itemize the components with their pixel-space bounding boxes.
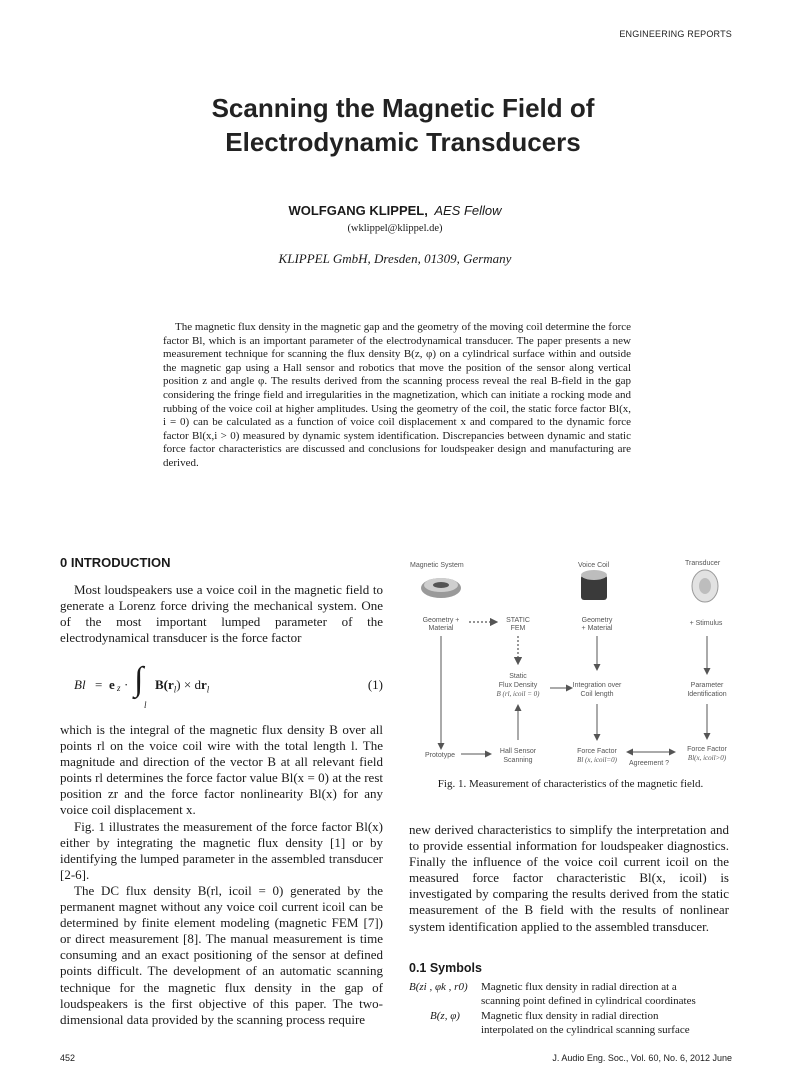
journal-citation: J. Audio Eng. Soc., Vol. 60, No. 6, 2012 June [552, 1053, 732, 1063]
author-email: (wklippel@klippel.de) [347, 223, 443, 234]
intro-paragraph-4: The DC flux density B(rl, icoil = 0) generated by the permanent magnet without any voice coil current icoil can be determined by finite element modeling (magnetic FEM [7]) or direct measurement [8]. The manual measurement is time consuming and an exact positioning of the sensor at defined points difficult. The development of an automatic scanning technique for the magnetic flux density in the gap of loudspeakers is the first objective of this paper. The two-dimensional data provided by the scanning process require [60, 882, 383, 1027]
paper-title [0, 91, 806, 159]
label-static-fem-2: FEM [510, 625, 526, 632]
label-param-id-1: Parameter [690, 682, 724, 689]
label-static-flux-1: Static [509, 673, 527, 680]
abstract: The magnetic flux density in the magnetic gap and the geometry of the moving coil determine the force factor Bl, which is an important parameter of the electrodynamical transducer. The paper presents a new measurement technique for scanning the flux density B(z, φ) on a cylindrical surface within and outside the magnetic gap using a Hall sensor and robotics that move the position of the sensor along vertical position z and angle φ. The results derived from the scanning process reveal the real B-field in the gap considering the fringe field and irregularities in the magnetization, which can initiate a rocking mode and rubbing of the voice coil at higher amplitudes. Using the geometry of the coil, the static force factor Bl(x, i = 0) can be calculated as a function of voice coil displacement x and compared to the dynamic force factor Bl(x,i > 0) measured by dynamic system identification. Discrepancies between dynamic and static force factor characteristics are discussed and conclusions for loudspeaker design and manufacturing are derived. [163, 321, 631, 469]
label-magnetic-system: Magnetic System [410, 562, 464, 569]
transducer-icon [692, 570, 718, 602]
label-static-flux-2: Flux Density [498, 682, 538, 689]
label-static-flux-3: B (rl, icoil = 0) [496, 690, 540, 698]
running-head: ENGINEERING REPORTS [619, 29, 732, 39]
eq-ez-sub: z [117, 683, 121, 693]
author-name: WOLFGANG KLIPPEL, [288, 203, 428, 218]
label-force-factor-1: Force Factor [577, 748, 617, 755]
eq-integral: ∫ [134, 661, 144, 698]
eq-integrand: $B(r_l) \times dr_l$ [155, 677, 210, 695]
title-line-1: Scanning the Magnetic Field of [211, 93, 595, 123]
label-agreement: Agreement ? [628, 760, 670, 767]
symbols-heading: 0.1 Symbols [409, 961, 482, 975]
intro-body-left [60, 722, 383, 1028]
intro-paragraph-3: Fig. 1 illustrates the measurement of the force factor Bl(x) either by integrating the magnetic flux density [1] or by identifying the lumped parameter in the assembled transducer [2-6]. [60, 818, 383, 882]
figure-1-diagram [405, 552, 735, 774]
intro-body-right [409, 822, 729, 935]
eq-equals: = [95, 677, 103, 692]
label-geometry-material-2: Material [428, 625, 454, 632]
label-param-id-2: Identification [687, 691, 727, 698]
eq-int-sub: l [144, 700, 147, 710]
symbol-description: Magnetic flux density in radial direction at a scanning point defined in cylindrical coordinates [481, 981, 696, 1007]
label-hall-1: Hall Sensor [499, 748, 537, 755]
label-geometry-material-1: Geometry + [422, 617, 460, 624]
label-integration-2: Coil length [580, 691, 614, 698]
voice-coil-icon [581, 570, 607, 600]
symbol-description: Magnetic flux density in radial direction interpolated on the cylindrical scanning surface [481, 1010, 690, 1036]
section-heading-introduction: 0 INTRODUCTION [60, 555, 171, 570]
label-force-factor-2: Force Factor [687, 746, 727, 753]
eq-ez: e [109, 677, 115, 692]
label-geometry-vc-2: + Material [581, 625, 613, 632]
symbols-list [409, 981, 729, 1037]
eq-dot: · [124, 677, 129, 692]
page-number: 452 [60, 1053, 76, 1063]
eq-lhs: Bl [74, 677, 86, 692]
label-stimulus: + Stimulus [689, 620, 723, 627]
label-transducer: Transducer [685, 560, 721, 567]
intro-paragraph-2: which is the integral of the magnetic flux density B over all points rl on the voice coil wire with the total length l. The magnitude and direction of the vector B at all relevant field points rl determines the force factor value Bl(x = 0) at the rest position zr and the force factor nonlinearity Bl(x) for any voice coil displacement x. [60, 722, 383, 818]
figure-1-caption: Fig. 1. Measurement of characteristics of the magnetic field. [437, 778, 704, 790]
title-line-2: Electrodynamic Transducers [225, 127, 581, 157]
magnet-icon [421, 578, 461, 598]
symbol-term: B(z, φ) [430, 1010, 460, 1022]
label-voice-coil: Voice Coil [578, 562, 610, 569]
right-paragraph-1: new derived characteristics to simplify the interpretation and to provide essential information for loudspeaker diagnostics. Finally the influence of the voice coil current icoil on the measured force factor characteristic Bl(x, icoil) is investigated by comparing the results derived from the static measurement of the B field with the results of nonlinear system identification applied to the assembled transducer. [409, 822, 729, 934]
label-hall-2: Scanning [503, 757, 533, 764]
label-force-factor-2b: Bl(x, icoil>0) [687, 754, 727, 762]
intro-paragraph-1: Most loudspeakers use a voice coil in the magnetic field to generate a Lorenz force driving the mechanical system. One of the most important lumped parameter of the electrodynamical transducer is the force factor [60, 582, 383, 646]
author-role: AES Fellow [434, 203, 502, 218]
label-force-factor-1b: Bl (x, icoil=0) [577, 756, 617, 764]
label-prototype: Prototype [425, 752, 455, 759]
eq-number: (1) [367, 677, 383, 692]
symbol-row [409, 1010, 729, 1037]
equation-1 [60, 662, 383, 718]
author-line [0, 203, 790, 219]
affiliation: KLIPPEL GmbH, Dresden, 01309, Germany [278, 251, 512, 266]
label-geometry-vc-1: Geometry [581, 617, 613, 624]
label-integration-1: Integration over [572, 682, 622, 689]
symbol-row [409, 981, 729, 1008]
label-static-fem-1: STATIC [506, 617, 530, 624]
symbol-term: B(zi , φk , r0) [409, 981, 468, 993]
